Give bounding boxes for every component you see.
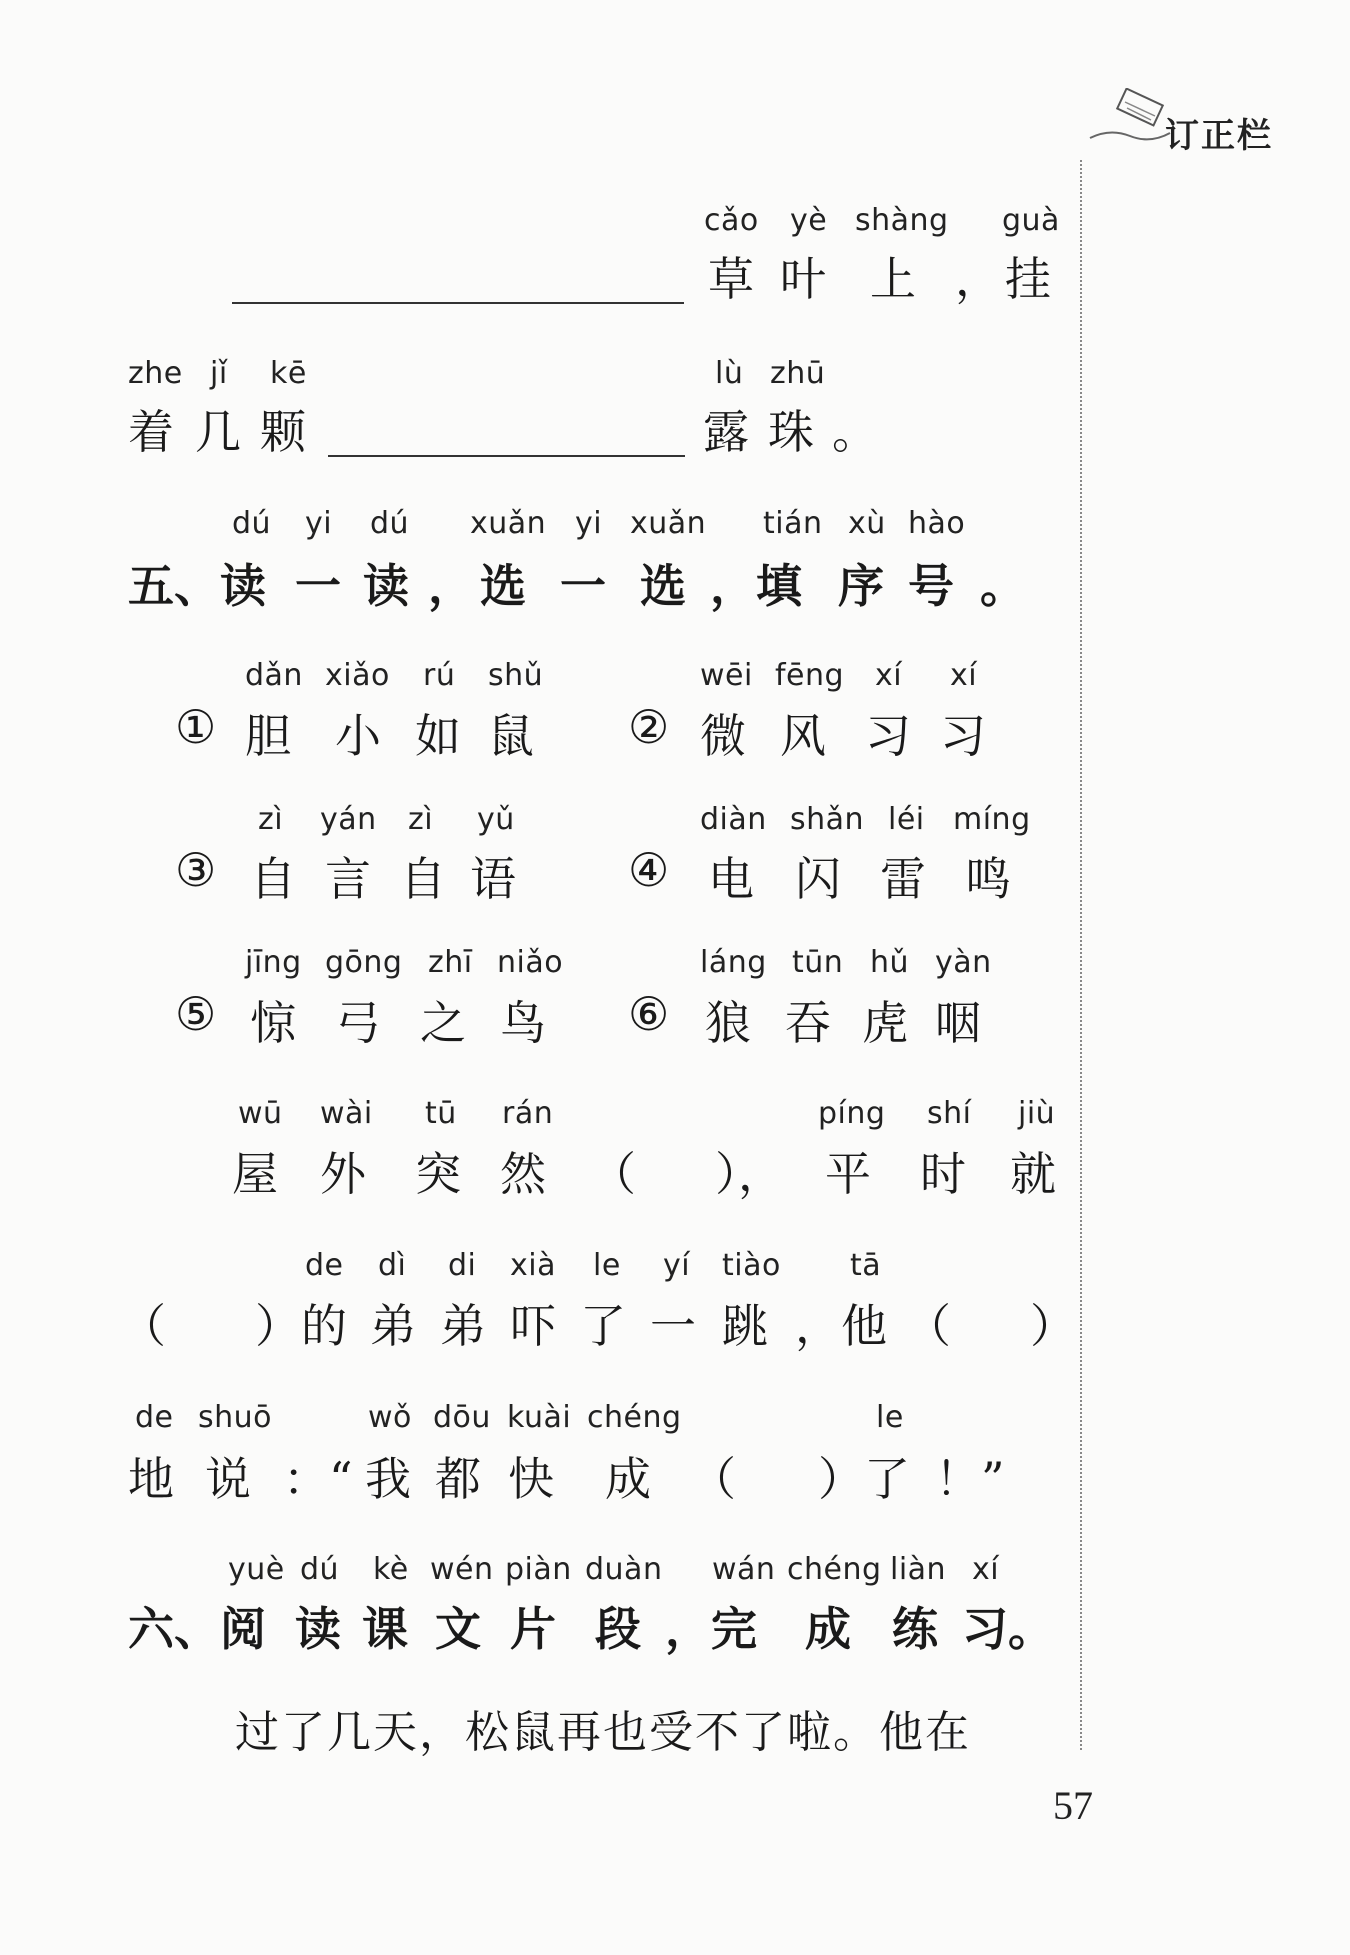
hanzi: 叶	[780, 252, 826, 306]
pinyin: dōu	[433, 1400, 491, 1435]
pinyin: rán	[502, 1096, 554, 1131]
pinyin: niǎo	[497, 945, 564, 980]
answer-bracket[interactable]: （	[590, 1147, 636, 1201]
pinyin: le	[876, 1400, 904, 1435]
pinyin: de	[135, 1400, 174, 1435]
pinyin: yǔ	[477, 802, 515, 837]
pinyin: zì	[258, 802, 284, 837]
option-number: ④	[628, 843, 670, 897]
hanzi: 胆	[245, 709, 291, 763]
hanzi: 吓	[510, 1299, 556, 1353]
section-title: 。	[980, 559, 1026, 613]
section-title: ，	[428, 559, 474, 613]
pinyin: dú	[300, 1552, 340, 1587]
hanzi: 屋	[232, 1147, 278, 1201]
hanzi: 了	[580, 1299, 626, 1353]
pinyin: míng	[953, 802, 1031, 837]
option-number: ②	[628, 700, 670, 754]
hanzi: 自	[400, 852, 446, 906]
hanzi: 咽	[935, 996, 981, 1050]
pinyin: zhū	[770, 356, 826, 391]
pinyin: cǎo	[704, 203, 759, 238]
pinyin: dú	[232, 506, 272, 541]
hanzi: 挂	[1005, 252, 1051, 306]
section-title: 读	[295, 1602, 341, 1656]
section-title: 序	[838, 559, 884, 613]
pinyin: chéng	[787, 1552, 882, 1587]
pinyin: yi	[575, 506, 603, 541]
hanzi: 然	[500, 1147, 546, 1201]
pinyin: de	[305, 1248, 344, 1283]
pinyin: wǒ	[368, 1400, 412, 1435]
option-number: ③	[175, 843, 217, 897]
answer-bracket: ）了	[818, 1452, 910, 1506]
pinyin: duàn	[585, 1552, 663, 1587]
hanzi: 珠	[768, 405, 814, 459]
section-title: 练	[892, 1602, 938, 1656]
hanzi: 之	[420, 996, 466, 1050]
pinyin: hào	[908, 506, 966, 541]
section-title: 选	[480, 559, 526, 613]
section-title: 片	[510, 1602, 556, 1656]
pinyin: tūn	[792, 945, 844, 980]
hanzi: 自	[250, 852, 296, 906]
pinyin: xiǎo	[325, 658, 390, 693]
hanzi: 成	[605, 1452, 651, 1506]
hanzi: 习	[865, 709, 911, 763]
option-number: ①	[175, 700, 217, 754]
pinyin: diàn	[700, 802, 767, 837]
hanzi: 习	[940, 709, 986, 763]
hanzi: 我	[365, 1452, 411, 1506]
hanzi: 吞	[785, 996, 831, 1050]
section-title: 选	[640, 559, 686, 613]
pinyin: piàn	[505, 1552, 572, 1587]
section-title: 六、阅	[128, 1602, 266, 1656]
section-title: 一	[295, 559, 341, 613]
section-title: 一	[560, 559, 606, 613]
pinyin: tū	[425, 1096, 457, 1131]
pinyin: guà	[1002, 203, 1060, 238]
pinyin: shuō	[198, 1400, 273, 1435]
hanzi: ，	[955, 252, 1001, 306]
pinyin: yè	[790, 203, 828, 238]
pinyin: zì	[408, 802, 434, 837]
section-title: 读	[363, 559, 409, 613]
section-title: ，完	[665, 1602, 757, 1656]
pinyin: wài	[320, 1096, 373, 1131]
hanzi: 上	[870, 252, 916, 306]
pinyin: di	[448, 1248, 477, 1283]
section-title: 习。	[962, 1602, 1054, 1656]
pinyin: xuǎn	[470, 506, 547, 541]
answer-bracket[interactable]: （	[690, 1452, 736, 1506]
hanzi: 微	[700, 709, 746, 763]
hanzi: 着	[128, 405, 174, 459]
pinyin: láng	[700, 945, 767, 980]
pinyin: tián	[763, 506, 823, 541]
hanzi: 电	[708, 852, 754, 906]
passage-text: 过了几天，松鼠再也受不了啦。他在	[235, 1707, 971, 1758]
answer-bracket: ）的	[255, 1299, 347, 1353]
hanzi: 惊	[250, 996, 296, 1050]
pinyin: wán	[712, 1552, 776, 1587]
hanzi: 语	[470, 852, 516, 906]
pinyin: shǔ	[488, 658, 544, 693]
page-number: 57	[1053, 1783, 1093, 1828]
section-title: 文	[435, 1602, 481, 1656]
hanzi: 言	[325, 852, 371, 906]
pinyin: lù	[715, 356, 744, 391]
section-title: 五、读	[128, 559, 266, 613]
hanzi: 时	[920, 1147, 966, 1201]
hanzi: 都	[435, 1452, 481, 1506]
pinyin: gōng	[325, 945, 403, 980]
pinyin: shàng	[855, 203, 949, 238]
pinyin: shí	[927, 1096, 972, 1131]
hanzi: 几	[195, 405, 241, 459]
pinyin: kuài	[507, 1400, 572, 1435]
answer-bracket: ）	[1030, 1299, 1076, 1353]
answer-bracket: ），	[715, 1147, 784, 1201]
pinyin: yí	[663, 1248, 691, 1283]
pinyin: jīng	[245, 945, 302, 980]
hanzi: 虎	[862, 996, 908, 1050]
pinyin: léi	[888, 802, 925, 837]
answer-blank[interactable]	[328, 455, 685, 457]
pinyin: dú	[370, 506, 410, 541]
pinyin: jǐ	[210, 356, 228, 391]
pinyin: rú	[423, 658, 456, 693]
hanzi: 快	[508, 1452, 554, 1506]
hanzi: 雷	[880, 852, 926, 906]
section-title: 课	[362, 1602, 408, 1656]
hanzi: ！”	[935, 1452, 1005, 1506]
hanzi: 闪	[795, 852, 841, 906]
hanzi: 草	[708, 252, 754, 306]
hanzi: 风	[780, 709, 826, 763]
hanzi: 小	[335, 709, 381, 763]
correction-divider	[1080, 160, 1082, 1750]
answer-bracket[interactable]: （	[905, 1299, 951, 1353]
hanzi: 跳	[722, 1299, 768, 1353]
hanzi: 鼠	[488, 709, 534, 763]
hanzi: 狼	[705, 996, 751, 1050]
pinyin: yán	[320, 802, 377, 837]
hanzi: 如	[415, 709, 461, 763]
pinyin: hǔ	[870, 945, 910, 980]
pinyin: xuǎn	[630, 506, 707, 541]
hanzi: 突	[415, 1147, 461, 1201]
correction-column-label: 订正栏	[1165, 116, 1273, 156]
pinyin: xí	[875, 658, 903, 693]
pinyin: tiào	[722, 1248, 781, 1283]
pinyin: liàn	[890, 1552, 947, 1587]
hanzi: 弟	[440, 1299, 486, 1353]
pinyin: le	[593, 1248, 621, 1283]
hanzi: 说	[205, 1452, 251, 1506]
hanzi: 平	[825, 1147, 871, 1201]
hanzi: 。	[832, 405, 878, 459]
pinyin: yuè	[228, 1552, 285, 1587]
pinyin: kē	[270, 356, 307, 391]
section-title: 段	[595, 1602, 641, 1656]
section-title: 号	[908, 559, 954, 613]
answer-bracket[interactable]: （	[120, 1299, 166, 1353]
pinyin: kè	[373, 1552, 409, 1587]
pinyin: dǎn	[245, 658, 303, 693]
hanzi: ，他	[795, 1299, 887, 1353]
hanzi: 露	[703, 405, 749, 459]
pencil-icon	[1085, 88, 1175, 148]
pinyin: xí	[950, 658, 978, 693]
pinyin: yi	[305, 506, 333, 541]
pinyin: zhe	[128, 356, 183, 391]
pinyin: yàn	[935, 945, 992, 980]
pinyin: dì	[378, 1248, 407, 1283]
pinyin: tā	[850, 1248, 882, 1283]
hanzi: ：“	[283, 1452, 353, 1506]
pinyin: wén	[430, 1552, 494, 1587]
pinyin: zhī	[428, 945, 473, 980]
pinyin: xí	[972, 1552, 1000, 1587]
option-number: ⑤	[175, 987, 217, 1041]
hanzi: 就	[1010, 1147, 1056, 1201]
hanzi: 外	[320, 1147, 366, 1201]
pinyin: jiù	[1018, 1096, 1056, 1131]
hanzi: 鸟	[500, 996, 546, 1050]
section-title: 成	[805, 1602, 851, 1656]
hanzi: 地	[128, 1452, 174, 1506]
pinyin: xià	[510, 1248, 556, 1283]
option-number: ⑥	[628, 987, 670, 1041]
pinyin: wēi	[700, 658, 753, 693]
pinyin: fēng	[775, 658, 845, 693]
hanzi: 弓	[335, 996, 381, 1050]
hanzi: 鸣	[965, 852, 1011, 906]
section-title: ，填	[710, 559, 802, 613]
pinyin: wū	[238, 1096, 283, 1131]
pinyin: chéng	[587, 1400, 682, 1435]
pinyin: xù	[848, 506, 886, 541]
hanzi: 弟	[370, 1299, 416, 1353]
pinyin: píng	[818, 1096, 886, 1131]
pinyin: shǎn	[790, 802, 865, 837]
hanzi: 颗	[260, 405, 306, 459]
hanzi: 一	[650, 1299, 696, 1353]
answer-blank[interactable]	[232, 302, 684, 304]
